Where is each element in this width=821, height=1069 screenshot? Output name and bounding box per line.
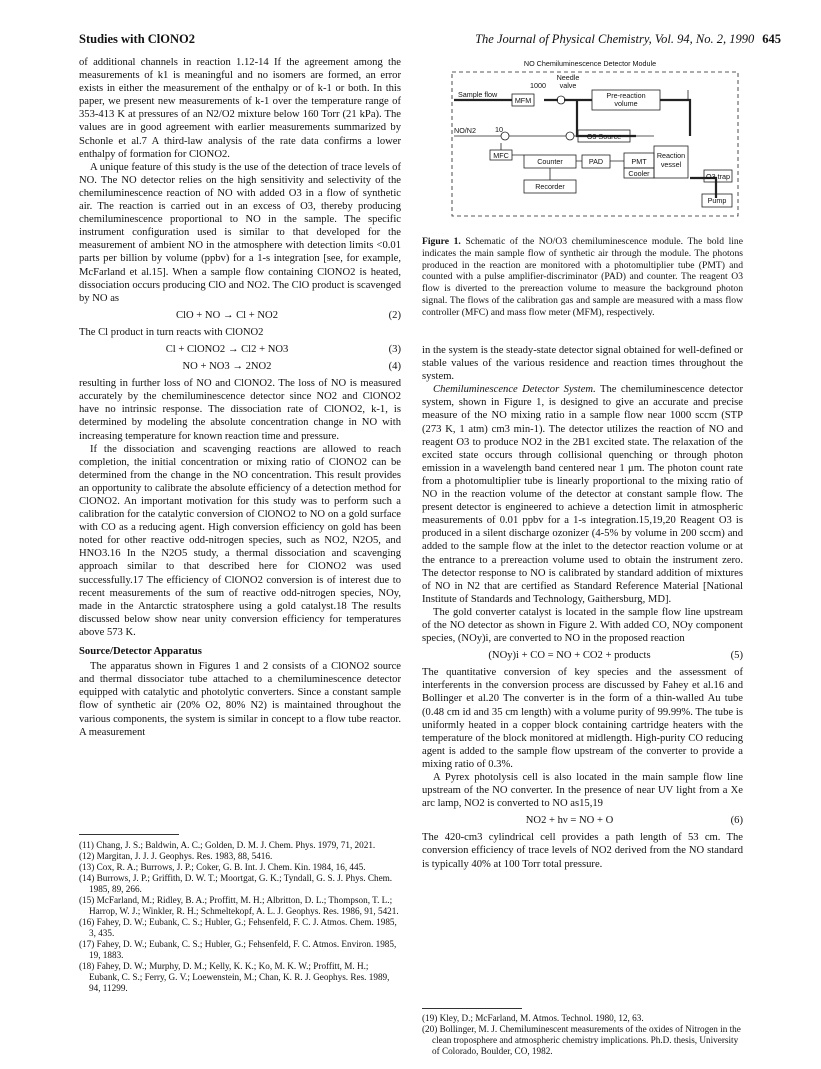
right-column [422,344,743,871]
paragraph-text: The chemiluminescence detector system, shown in Figure 1, is designed to give an accurate and precise measure of the NO mixing ratio in a sample flow near 1000 sccm (STP (273 K, 1 atm) cm3 min-1). The detector utilizes the reaction of NO and reagent O3 to produce NO2 in the 2B1 excited state. The relaxation of the excited state occurs through collisional quenching or through photon emission in a wavelength band centered near 1 μm. The photon count rate from a photomultiplier tube is linearly proportional to the mixing ratio of NO in the reaction volume of the detector at constant sample flow. The present detector is engineered to achieve a detection limit in atmospheric measurements of 0.01 ppbv for a 1-s integration.15,19,20 Reagent O3 is produced in a silent discharge ozonizer (4-5% by volume in 200 sccm) and added to the sample flow at the inlet to the detector reaction volume or at the entrance to a prereaction volume used to obtain the instrument zero. The detector response to NO is calibrated by standard addition of mixtures of NO in N2 that are certified as Standard Reference Material [National Institute of Standards and Technology, Gaithersburg, MD]. [422,384,743,605]
equation-2 [79,309,401,322]
reference: (19) Kley, D.; McFarland, M. Atmos. Technol. 1980, 12, 63. [422,1013,644,1023]
paragraph: The Cl product in turn reacts with ClONO2 [79,326,264,338]
equation-number: (2) [388,309,401,321]
paragraph: resulting in further loss of NO and ClONO2. The loss of NO is measured accurately by the chemiluminescence detector since NO2 and ClONO2 have no intrinsic response. The dissociation rate of ClONO2, k-1, is determined by modeling the absolute concentration change in NO with increasing temperature for known reaction time and pressure. [79,378,401,442]
flow-1000-label: 1000 [530,81,546,90]
equation-text: Cl + ClONO2 → Cl2 + NO3 [165,343,289,355]
pad-label: PAD [588,157,604,166]
no-n2-label: NO/N2 [454,126,476,135]
prereaction-label: Pre-reaction [606,91,646,100]
equation-number: (6) [730,815,743,827]
counter-label: Counter [537,157,563,166]
paragraph: The gold converter catalyst is located in the sample flow line upstream of the NO detector as shown in Figure 2. With added CO, NOy component species, (NOy)i, are converted to NO in the proposed reaction [422,606,743,645]
pmt-label: PMT [631,157,647,166]
equation-6 [422,814,743,827]
page-number: 645 [762,32,781,46]
equation-number: (5) [730,650,743,662]
reference: (20) Bollinger, M. J. Chemiluminescent measurements of the oxides of Nitrogen in the clean troposphere and atmospheric chemistry implications. Ph.D. thesis, University of Colorado, Boulder, CO, 1982. [422,1024,741,1056]
equation-text: NO2 + hν = NO + O [525,815,614,827]
valve-icon [566,132,574,140]
pump-label: Pump [707,196,727,205]
paragraph: of additional channels in reaction 1.12-14 If the agreement among the measurements of k1 is meaningful and no isomers are formed, an error exists in either the measurement of the enthalpy or of k-1 or both. In this paper, we present new measurements of k-1 over the temperature range of 353-413 K at pressures of an N2/O2 mixture below 160 Torr (21 kPa). The values are in good agreement with earlier measurements summarized by Schonle et al.7 A third-law analysis of the rate data confirms a lower enthalpy of formation for ClONO2. [79,57,401,160]
schematic-diagram [440,58,742,233]
section-heading: Source/Detector Apparatus [79,646,202,658]
references-left [79,840,401,994]
equation-3 [79,343,401,356]
o3-source-label: O3 Source [586,132,622,141]
caption-text: Schematic of the NO/O3 chemiluminescence module. The bold line indicates the main sample flow of synthetic air through the module. The photons produced in the reaction are monitored with a photomultiplier tube (PMT) and counted with a pulse amplifier-discriminator (PAD) and counter. The reagent O3 flow is diverted to the prereaction volume to measure the background photon signal. The flows of the calibration gas and sample are measured with a mass flow controller (MFC) and mass flow meter (MFM), respectively. [422,236,743,318]
paragraph: If the dissociation and scavenging reactions are allowed to reach completion, the initial concentration or mixing ratio of ClONO2 can be determined from the change in the NO concentration. This result provides an opportunity to calibrate the absolute efficiency of a detection method for ClONO2. An important motivation for this study was to perform such a calibration for the catalytic conversion of ClONO2 to NO on a gold surface with CO as a reducing agent. High conversion efficiency on gold has been noted for other reactive odd-nitrogen species, such as NO2, N2O5, and HNO3.16 In the N2O5 study, a thermal dissociation and scavenging approach similar to that described here for ClONO2 was used successfully.17 The efficiency of ClONO2 conversion is of interest due to recent measurements of the sum of reactive odd-nitrogen species, NOy, made in the Antarctic stratosphere using a gold catalyst.18 The results discussed below show near unity conversion efficiency for temperatures above 573 K. [79,443,401,638]
figure-caption [422,236,743,319]
o3-trap-label: O3 trap [706,172,730,181]
mfc-label: MFC [493,151,509,160]
paragraph [422,383,743,606]
main-flow-line [660,100,690,136]
reference: (18) Fahey, D. W.; Murphy, D. M.; Kelly, K. K.; Ko, M. K. W.; Proffitt, M. H.; Eubank, C. S.; Ferry, G. V.; Loewenstein, M.; Chan, K. R. J. Geophys. Res. 1989, 94, 11299. [79,961,390,993]
figure-title: NO Chemiluminescence Detector Module [523,59,657,68]
running-head: Studies with ClONO2 [79,32,195,46]
journal-header [475,32,781,47]
volume-label: volume [614,99,638,108]
reference: (12) Margitan, J. J. J. Geophys. Res. 1983, 88, 5416. [79,851,273,861]
reference: (17) Fahey, D. W.; Eubank, C. S.; Hubler, G.; Fehsenfeld, F. C. Atmos. Environ. 1985, 19, 1883. [79,939,397,960]
footnote-rule [422,1008,522,1009]
reference: (11) Chang, J. S.; Baldwin, A. C.; Golden, D. M. J. Chem. Phys. 1979, 71, 2021. [79,840,376,850]
equation-5 [422,649,743,662]
equation-number: (3) [388,343,401,355]
paragraph-heading: Chemiluminescence Detector System. [433,384,596,396]
mfm-label: MFM [514,96,532,105]
equation-number: (4) [388,361,401,373]
paragraph: The quantitative conversion of key species and the assessment of interferents in the conversion process are discussed by Fahey et al.16 and Bollinger et al.20 The converter is in the form of a thin-walled Au tube (0.48 cm id and 35 cm length) with a volume purity of 99.99%. The tube is uniformly heated in a copper block containing cartridge heaters with the temperature of the block monitored at midlength. High-purity CO reducing agent is added to the sample flow upstream of the converter to provide a mixing ratio of 0.3%. [422,667,743,770]
needle-valve-icon [557,96,565,104]
connector-line [454,90,688,180]
vessel-label: vessel [660,160,682,169]
equation-text: (NOy)i + CO = NO + CO2 + products [488,650,651,662]
reference: (15) McFarland, M.; Ridley, B. A.; Proffitt, M. H.; Albritton, D. L.; Thompson, T. L.; Harrop, W. J.; Winkler, R. H.; Schmeltekopf, A. L. J. Geophys. Res. 1986, 91, 5421. [79,895,399,916]
main-flow-line [690,178,716,198]
recorder-label: Recorder [535,182,565,191]
needle-label: Needle [556,73,580,82]
reference: (16) Fahey, D. W.; Eubank, C. S.; Hubler, G.; Fehsenfeld, F. C. J. Atmos. Chem. 1985, 3, 435. [79,917,397,938]
reference: (14) Burrows, J. P.; Griffith, D. W. T.; Moortgat, G. K.; Tyndall, G. S. J. Phys. Chem. 1985, 89, 266. [79,873,393,894]
equation-4 [79,360,401,373]
footnote-rule [79,834,179,835]
left-column [79,56,401,739]
reference: (13) Cox, R. A.; Burrows, J. P.; Coker, G. B. Int. J. Chem. Kin. 1984, 16, 445. [79,862,366,872]
flow-10-label: 10 [495,125,503,134]
journal-citation: The Journal of Physical Chemistry, Vol. 94, No. 2, 1990 [475,32,755,46]
equation-text: NO + NO3 → 2NO2 [182,361,272,373]
paragraph: The apparatus shown in Figures 1 and 2 consists of a ClONO2 source and thermal dissociator tube attached to a chemiluminescence detector equipped with catalytic and photolytic converters. Since a constant sample flow of synthetic air (20% O2, 80% N2) is maintained throughout the various components, the system is similar in concept to a flow tube reactor. A measurement [79,661,401,738]
sample-flow-label: Sample flow [458,90,498,99]
paragraph: in the system is the steady-state detector signal obtained for well-defined or stable values of the various residence and reaction times throughout the system. [422,345,743,383]
figure-1-schematic [440,58,742,233]
caption-label: Figure 1. [422,236,461,247]
paragraph: A Pyrex photolysis cell is also located in the main sample flow line upstream of the NO converter. In the presence of near UV light from a Xe arc lamp, NO2 is converted to NO as15,19 [422,772,743,810]
cooler-label: Cooler [628,169,650,178]
reaction-label: Reaction [656,151,686,160]
valve-label: valve [559,81,577,90]
paragraph: A unique feature of this study is the use of the detection of trace levels of NO. The NO detector relies on the high sensitivity and selectivity of the chemiluminescence reaction of NO with added O3 in a flow of synthetic air. The reaction is carried out in an excess of O3, thereby producing chemiluminescence proportional to NO in the sample. The specific instrument configuration used is similar to that developed for the measurement of ambient NO in the atmosphere with detection limits <0.01 parts per billion by volume (ppbv) for a 1-s integration [see, for example, McFarland et al.15]. When a sample flow containing ClONO2 is heated, dissociation occurs producing ClO and NO2. The ClO product is scavenged by NO as [79,161,401,304]
references-right [422,1013,743,1057]
equation-text: ClO + NO → Cl + NO2 [175,309,278,321]
paragraph: The 420-cm3 cylindrical cell provides a path length of 53 cm. The conversion efficiency of trace levels of NO2 derived from the NO standard is typically 40% at 100 Torr total pressure. [422,832,743,870]
